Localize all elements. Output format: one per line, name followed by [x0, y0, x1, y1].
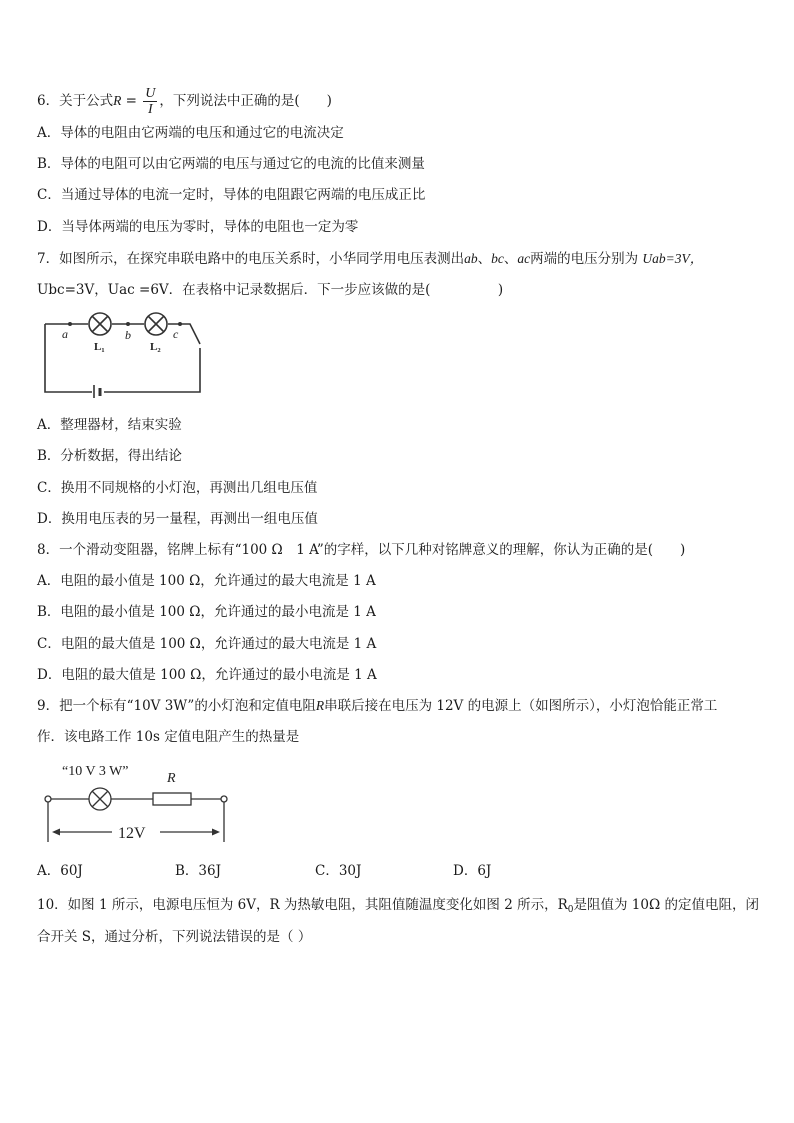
q8-option-a: A．电阻的最小值是 100 Ω，允许通过的最大电流是 1 A [37, 573, 376, 589]
q7-wire-left [45, 324, 92, 392]
q10-text-b: 是阻值为 10Ω 的定值电阻，闭 [573, 897, 759, 913]
q9-bulb-label: “10 V 3 W” [62, 764, 129, 779]
q9-stem-line2: 作．该电路工作 10s 定值电阻产生的热量是 [37, 729, 300, 745]
formula-eq: = [121, 93, 142, 109]
formula-r: R [113, 93, 122, 108]
q10-text-a: 10．如图 1 所示，电源电压恒为 6V，R 为热敏电阻，其阻值随温度变化如图 2 所示，R [37, 897, 568, 913]
q9-stem-line1 [37, 697, 717, 715]
q7-node-b [126, 322, 130, 326]
q9-option-b: B．36J [175, 863, 222, 879]
q7-wire-right [104, 348, 200, 392]
q6-option-b: B．导体的电阻可以由它两端的电压与通过它的电流的比值来测量 [37, 156, 425, 172]
q9-text-b: 串联后接在电压为 12V 的电源上（如图所示），小灯泡恰能正常工 [324, 698, 718, 714]
q7-option-b: B．分析数据，得出结论 [37, 448, 182, 464]
q7-stem-line2: Ubc=3V，Uac =6V．在表格中记录数据后．下一步应该做的是( ) [37, 282, 504, 298]
q7-text-b: 两端的电压分别为 [530, 251, 639, 267]
q7-stem-line1 [37, 250, 703, 268]
q9-text-a: 9．把一个标有“10V 3W”的小灯泡和定值电阻 [37, 698, 316, 714]
q7-circuit-figure [40, 312, 210, 398]
q7-label-b: b [125, 328, 131, 342]
q6-option-c: C．当通过导体的电流一定时，导体的电阻跟它两端的电压成正比 [37, 187, 426, 203]
q7-bc: bc [491, 251, 504, 266]
q7-ac: ac [517, 251, 531, 266]
q6-stem-suffix: ，下列说法中正确的是( ) [159, 93, 332, 109]
q8-stem: 8．一个滑动变阻器，铭牌上标有“100 Ω 1 A”的字样，以下几种对铭牌意义的理解，你认为正确的是( ) [37, 542, 686, 558]
q9-terminal-left [45, 796, 51, 802]
q6-option-d: D．当导体两端的电压为零时，导体的电阻也一定为零 [37, 219, 359, 235]
q10-r0-subscript: 0 [567, 905, 574, 915]
q9-r: R [315, 698, 325, 713]
q7-ab: ab [464, 251, 478, 266]
q7-text-a: 7．如图所示，在探究串联电路中的电压关系时，小华同学用电压表测出 [37, 251, 465, 267]
q9-resistor [153, 793, 191, 805]
q7-label-l1: L₁ [94, 341, 105, 353]
q9-option-c: C．30J [315, 863, 362, 879]
q6-option-a: A．导体的电阻由它两端的电压和通过它的电流决定 [37, 125, 344, 141]
formula-fraction [143, 86, 157, 117]
q6-stem [37, 86, 332, 117]
q9-terminal-right [221, 796, 227, 802]
q9-option-a: A．60J [37, 863, 83, 879]
formula-denominator: I [147, 102, 153, 117]
q7-label-c: c [173, 327, 179, 341]
q6-stem-prefix: 6．关于公式 [37, 93, 114, 109]
q7-option-c: C．换用不同规格的小灯泡，再测出几组电压值 [37, 480, 318, 496]
q10-stem-line2: 合开关 S，通过分析，下列说法错误的是（ ） [37, 929, 312, 945]
q10-stem-line1 [37, 896, 759, 919]
q8-option-d: D．电阻的最大值是 100 Ω，允许通过的最小电流是 1 A [37, 667, 377, 683]
q9-option-d: D．6J [453, 863, 492, 879]
q7-option-a: A．整理器材，结束实验 [37, 417, 182, 433]
q9-options-row [37, 862, 491, 880]
q7-uab: Uab=3V， [642, 251, 704, 266]
q7-label-a: a [62, 327, 68, 341]
q8-option-b: B．电阻的最小值是 100 Ω，允许通过的最小电流是 1 A [37, 604, 376, 620]
q9-arrow-right-head [212, 829, 220, 836]
q7-label-l2: L₂ [150, 341, 161, 353]
q7-option-d: D．换用电压表的另一量程，再测出一组电压值 [37, 511, 318, 527]
formula-numerator: U [145, 86, 156, 101]
q7-sep1: 、 [477, 251, 492, 267]
q9-resistor-label: R [167, 771, 176, 786]
q8-option-c: C．电阻的最大值是 100 Ω，允许通过的最大电流是 1 A [37, 636, 377, 652]
q9-circuit-figure [42, 758, 242, 848]
q7-node-a [68, 322, 72, 326]
q7-node-c [178, 322, 182, 326]
q9-voltage-label: 12V [118, 825, 146, 842]
q9-arrow-left-head [52, 829, 60, 836]
q7-sep2: 、 [503, 251, 518, 267]
